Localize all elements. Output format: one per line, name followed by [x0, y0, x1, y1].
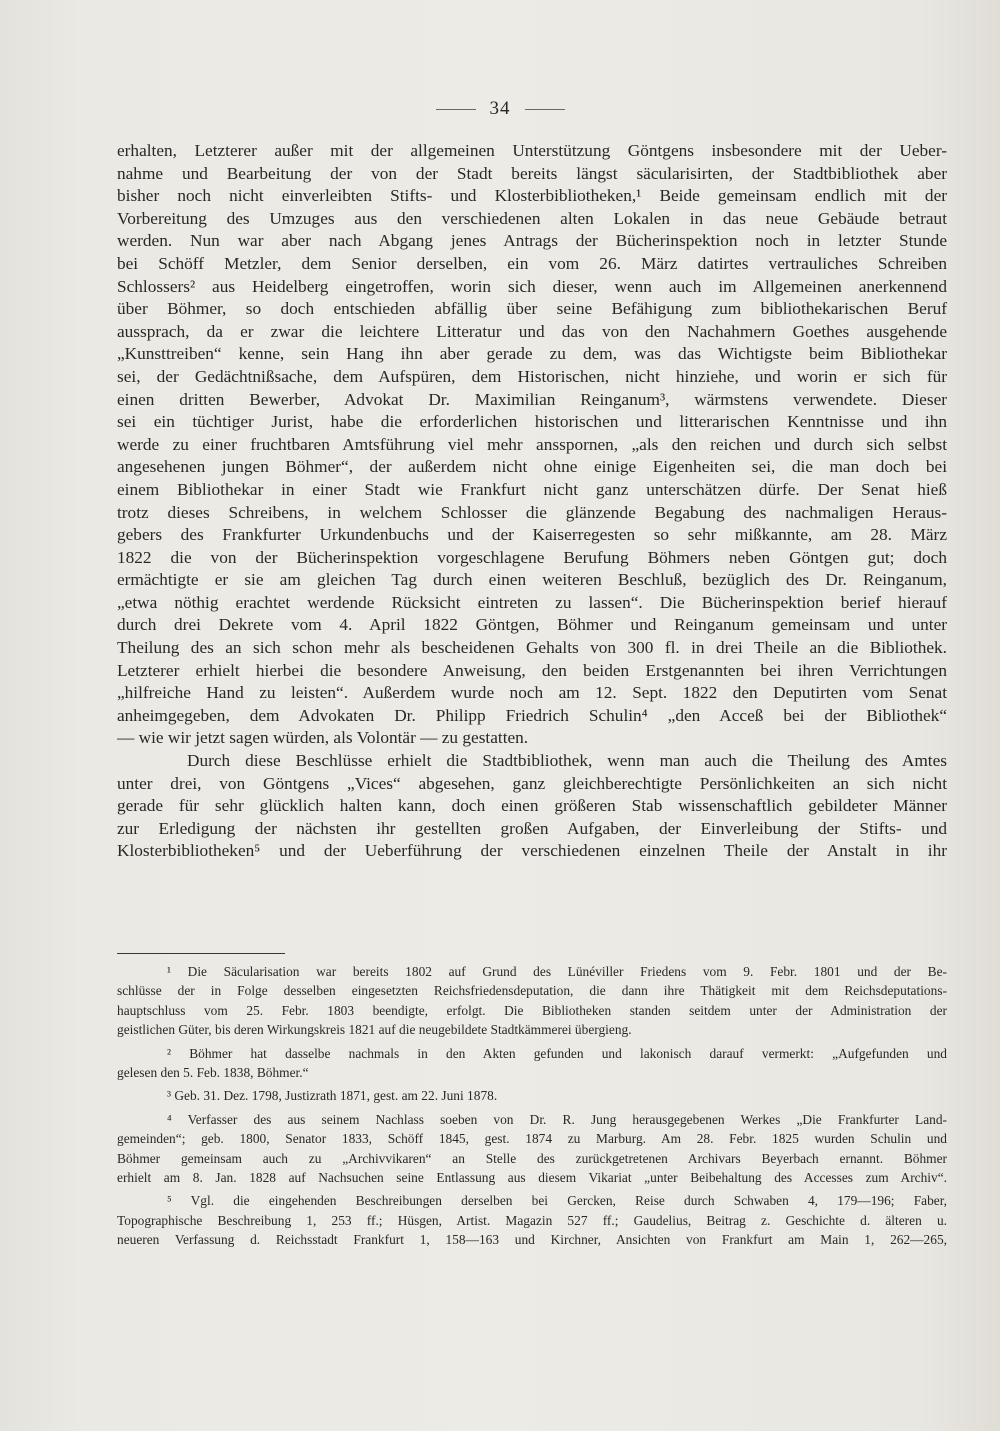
- footnote-line: ² Böhmer hat dasselbe nachmals in den Akten gefunden und lakonisch darauf vermerkt: „Aufgefunden und: [167, 1045, 947, 1061]
- text-line: „Kunsttreiben“ kenne, sein Hang ihn aber gerade zu dem, was das Wichtigste beim Bibliothekar: [117, 344, 947, 364]
- footnote-line: schlüsse der in Folge desselben eingesetzten Reichsfriedensdeputation, die dann ihre Thätigkeit mit dem Reichsdeputations-: [117, 983, 947, 999]
- footnote-line: hauptschluss vom 25. Febr. 1803 beendigte, erfolgt. Die Bibliotheken standen seitdem unter der Administration der: [117, 1002, 947, 1018]
- footnote-line: ⁴ Verfasser des aus seinem Nachlass soeben von Dr. R. Jung herausgegebenen Werkes „Die Frankfurter Land-: [167, 1111, 947, 1127]
- text-line: zur Erledigung der nächsten ihr gestellten großen Aufgaben, der Einverleibung der Stifts- und: [117, 818, 947, 838]
- text-line: werden. Nun war aber nach Abgang jenes Antrags der Bücherinspektion noch in letzter Stunde: [117, 231, 947, 251]
- footnote-line: neueren Verfassung d. Reichsstadt Frankfurt 1, 158—163 und Kirchner, Ansichten von Frankfurt am Main 1, 262—265,: [117, 1232, 947, 1248]
- text-line: bisher noch nicht einverleibten Stifts- und Klosterbibliotheken,¹ Beide gemeinsam endlich mit der: [117, 186, 947, 206]
- text-line: sei, der Gedächtnißsache, dem Aufspüren, dem Historischen, nicht hinziehe, und worin er sich für: [117, 366, 947, 386]
- footnote-line: gemeinden“; geb. 1800, Senator 1833, Schöff 1845, gest. 1874 zu Marburg. Am 28. Febr. 1825 wurden Schulin und: [117, 1131, 947, 1147]
- footnote-line: gelesen den 5. Feb. 1838, Böhmer.“: [117, 1064, 309, 1080]
- footnote-line: erhielt am 8. Jan. 1828 auf Nachsuchen seine Entlassung aus diesem Vikariat „unter Beibehaltung des Accesses zum Archiv“.: [117, 1169, 947, 1185]
- footnote-line: ¹ Die Säcularisation war bereits 1802 auf Grund des Lünéviller Friedens vom 9. Febr. 1801 und der Be-: [167, 964, 947, 979]
- text-line: über Böhmer, so doch entschieden abfällig über seine Befähigung zum bibliothekarischen Beruf: [117, 299, 947, 319]
- text-line: anheimgegeben, dem Advokaten Dr. Philipp Friedrich Schulin⁴ „den Acceß bei der Bibliothek“: [117, 705, 947, 725]
- page-number-dash-right: [525, 109, 565, 110]
- text-line: durch drei Dekrete vom 4. April 1822 Göntgen, Böhmer und Reinganum gemeinsam und unter: [117, 615, 947, 635]
- text-line: Theilung des an sich schon mehr als bescheidenen Gehalts von 300 fl. in drei Theile an die Bibliothek.: [117, 638, 947, 658]
- footnote-line: Topographische Beschreibung 1, 253 ff.; Hüsgen, Artist. Magazin 527 ff.; Gaudelius, Beitrag z. Geschichte d. älteren u.: [117, 1212, 947, 1228]
- footnote-separator: [117, 953, 285, 954]
- text-line: „etwa nöthig erachtet werdende Rücksicht eintreten zu lassen“. Die Bücherinspektion berief hierauf: [117, 592, 947, 612]
- text-line: nahme und Bearbeitung der von der Stadt bereits längst säcularisirten, der Stadtbibliothek aber: [117, 163, 947, 183]
- text-line: sei ein tüchtiger Jurist, habe die erforderlichen historischen und litterarischen Kenntnisse und ihn: [117, 412, 947, 432]
- page-number-dash-left: [436, 109, 476, 110]
- page-number: [0, 98, 1000, 120]
- text-line: Letzterer erhielt hierbei die besondere Anweisung, den beiden Erstgenannten bei ihren Verrichtungen: [117, 660, 947, 680]
- text-line: 1822 die von der Bücherinspektion vorgeschlagene Berufung Böhmers neben Göntgen gut; doch: [117, 547, 947, 567]
- text-line: — wie wir jetzt sagen würden, als Volontär — zu gestatten.: [117, 728, 529, 748]
- text-line: aussprach, da er zwar die leichtere Litteratur und das von den Nachahmern Goethes ausgehende: [117, 321, 947, 341]
- text-line: Klosterbibliotheken⁵ und der Ueberführung der verschiedenen einzelnen Theile der Anstalt in ihr: [117, 841, 947, 861]
- text-line: gerade für sehr glücklich halten kann, doch einen größeren Stab wissenschaftlich gebildeter Männer: [117, 796, 947, 816]
- footnote-line: Böhmer gemeinsam auch zu „Archivvikaren“ an Stelle des zurückgetretenen Archivars Beyerbach ernannt. Böhmer: [117, 1150, 947, 1166]
- footnotes: [117, 962, 947, 1249]
- text-line: einen dritten Bewerber, Advokat Dr. Maximilian Reinganum³, wärmstens verwendete. Dieser: [117, 389, 947, 409]
- footnote-line: geistlichen Güter, bis deren Wirkungskreis 1821 auf die neugebildete Stadtkämmerei übergieng.: [117, 1022, 632, 1038]
- text-line: unter drei, von Göntgens „Vices“ abgesehen, ganz gleichberechtigte Persönlichkeiten an sich nicht: [117, 773, 947, 793]
- text-line: erhalten, Letzterer außer mit der allgemeinen Unterstützung Göntgens insbesondere mit der Ueber-: [117, 141, 947, 160]
- footnote-line: ³ Geb. 31. Dez. 1798, Justizrath 1871, gest. am 22. Juni 1878.: [167, 1088, 498, 1104]
- footnote-line: ⁵ Vgl. die eingehenden Beschreibungen derselben bei Gercken, Reise durch Schwaben 4, 179—196; Faber,: [167, 1193, 947, 1209]
- text-line-paragraph-start: Durch diese Beschlüsse erhielt die Stadtbibliothek, wenn man auch die Theilung des Amtes: [187, 751, 947, 771]
- text-line: gebers des Frankfurter Urkundenbuchs und der Kaiserregesten so sehr mißkannte, am 28. März: [117, 525, 947, 545]
- text-line: angesehenen jungen Böhmer“, der außerdem nicht ohne einige Eigenheiten sei, die man doch bei: [117, 457, 947, 477]
- page-number-text: 34: [489, 98, 511, 119]
- text-line: bei Schöff Metzler, dem Senior derselben, ein vom 26. März datirtes vertrauliches Schreiben: [117, 253, 947, 273]
- main-text: [117, 140, 947, 863]
- text-line: trotz dieses Schreibens, in welchem Schlosser die glänzende Begabung des nachmaligen Heraus-: [117, 502, 947, 522]
- text-line: werde zu einer fruchtbaren Amtsführung viel mehr ansspornen, „als den reichen und durch sich selbst: [117, 434, 947, 454]
- text-line: Vorbereitung des Umzuges aus den verschiedenen alten Lokalen in das neue Gebäude betraut: [117, 208, 947, 228]
- text-line: Schlossers² aus Heidelberg eingetroffen, worin sich dieser, wenn auch im Allgemeinen anerkennend: [117, 276, 947, 296]
- text-line: einem Bibliothekar in einer Stadt wie Frankfurt nicht ganz unterschätzen dürfe. Der Senat hieß: [117, 479, 947, 499]
- text-line: ermächtigte er sie am gleichen Tag durch einen weiteren Beschluß, bezüglich des Dr. Reinganum,: [117, 570, 947, 590]
- text-line: „hilfreiche Hand zu leisten“. Außerdem wurde noch am 12. Sept. 1822 den Deputirten vom Senat: [117, 683, 947, 703]
